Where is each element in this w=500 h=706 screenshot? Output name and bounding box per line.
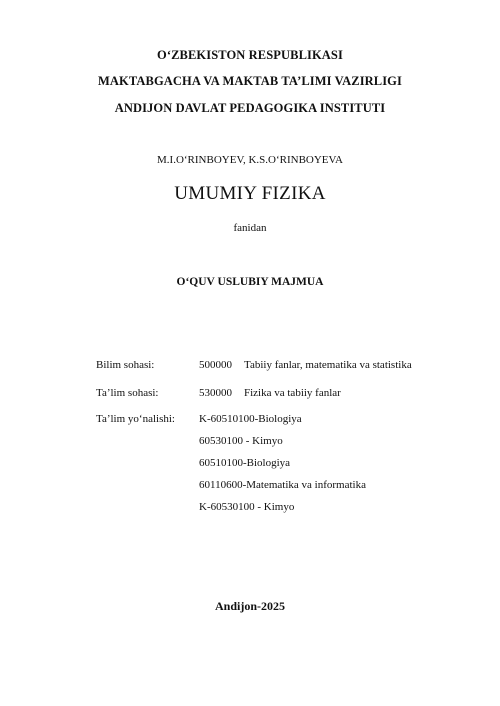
document-type: O‘QUV USLUBIY MAJMUA [176,276,324,288]
info-code-talim: 530000 [199,387,232,399]
direction-item: 60510100-Biologiya [199,457,291,469]
info-code-bilim: 500000 [199,359,232,371]
institute-heading: ANDIJON DAVLAT PEDAGOGIKA INSTITUTI [114,101,386,115]
document-title: UMUMIY FIZIKA [174,183,326,204]
info-desc-bilim: Tabiiy fanlar, matematika va statistika [244,359,412,371]
authors: M.I.O‘RINBOYEV, K.S.O‘RINBOYEVA [157,154,343,166]
info-label-yonalish: Ta’lim yo‘nalishi: [96,413,175,425]
info-label-bilim: Bilim sohasi: [96,359,155,371]
ministry-heading: MAKTABGACHA VA MAKTAB TA’LIMI VAZIRLIGI [98,74,402,88]
info-label-talim: Ta’lim sohasi: [96,387,159,399]
direction-item: K-60510100-Biologiya [199,413,302,425]
document-subtitle: fanidan [233,222,267,234]
direction-item: 60530100 - Kimyo [199,435,283,447]
info-desc-talim: Fizika va tabiiy fanlar [244,387,341,399]
direction-item: 60110600-Matematika va informatika [199,479,366,491]
city-year: Andijon-2025 [214,599,285,613]
country-heading: O‘ZBEKISTON RESPUBLIKASI [157,48,343,62]
direction-item: K-60530100 - Kimyo [199,501,295,513]
